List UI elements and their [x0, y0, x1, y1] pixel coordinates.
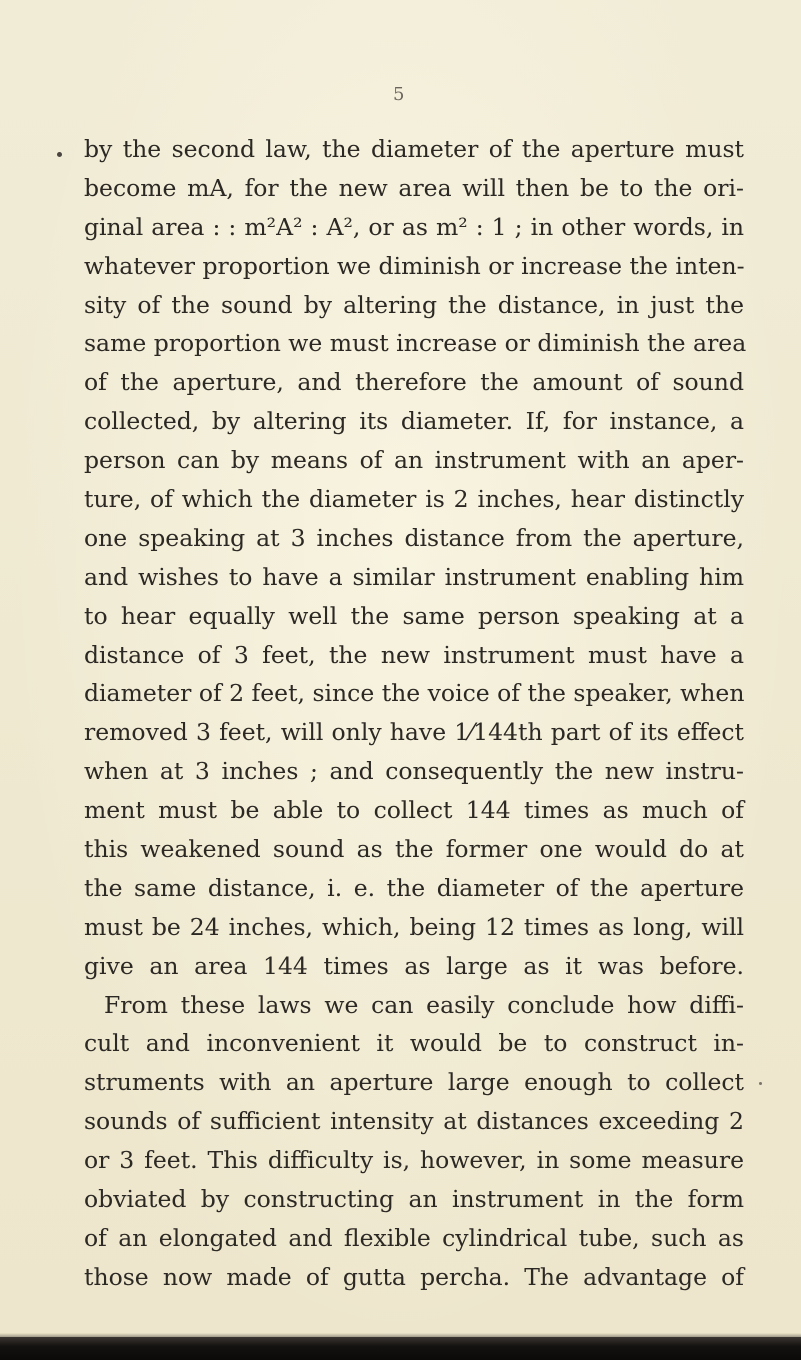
- text-line: by the second law, the diameter of the aperture must: [84, 135, 744, 163]
- text-line: ment must be able to collect 144 times as much of: [84, 796, 744, 825]
- margin-speck: [759, 1082, 762, 1085]
- text-line: whatever proportion we diminish or increase the inten-: [84, 251, 745, 280]
- text-line: of an elongated and flexible cylindrical tube, such as: [84, 1223, 744, 1252]
- text-line: obviated by constructing an instrument in the form: [84, 1185, 744, 1214]
- text-line: ginal area : : m²A² : A², or as m² : 1 ; in other words, in: [84, 212, 744, 241]
- text-line: person can by means of an instrument with an aper-: [84, 446, 744, 475]
- text-line: and wishes to have a similar instrument enabling him: [84, 562, 744, 591]
- page-number: 5: [393, 84, 405, 105]
- text-line: when at 3 inches ; and consequently the new instru-: [84, 757, 744, 786]
- text-line: sity of the sound by altering the distance, in just the: [84, 290, 744, 319]
- text-line: sounds of sufficient intensity at distances exceeding 2: [84, 1107, 744, 1136]
- text-line: same proportion we must increase or diminish the area: [84, 329, 747, 358]
- text-line: diameter of 2 feet, since the voice of the speaker, when: [84, 679, 745, 708]
- text-line: to hear equally well the same person speaking at a: [84, 601, 744, 630]
- text-line: must be 24 inches, which, being 12 times as long, will: [84, 912, 744, 941]
- text-line: or 3 feet. This difficulty is, however, in some measure: [84, 1146, 744, 1175]
- body-text: [84, 130, 747, 1297]
- paragraph-start-line: From these laws we can easily conclude how diffi-: [104, 990, 744, 1019]
- text-line: the same distance, i. e. the diameter of the aperture: [84, 873, 744, 902]
- text-line: of the aperture, and therefore the amount of sound: [84, 368, 744, 397]
- text-line: this weakened sound as the former one would do at: [84, 835, 744, 864]
- margin-mark: [57, 152, 62, 157]
- scan-border: [0, 1337, 801, 1360]
- text-line: become mA, for the new area will then be to the ori-: [84, 173, 744, 202]
- text-line: struments with an aperture large enough to collect: [84, 1068, 744, 1097]
- text-line: distance of 3 feet, the new instrument must have a: [84, 640, 744, 669]
- paragraph-end-line: give an area 144 times as large as it was before.: [84, 951, 744, 980]
- text-line: cult and inconvenient it would be to construct in-: [84, 1029, 744, 1058]
- text-line: ture, of which the diameter is 2 inches, hear distinctly: [84, 485, 744, 514]
- text-line: those now made of gutta percha. The advantage of: [84, 1262, 744, 1291]
- text-line: removed 3 feet, will only have 1⁄144th part of its effect: [84, 718, 744, 747]
- text-line: one speaking at 3 inches distance from the aperture,: [84, 523, 744, 552]
- text-line: collected, by altering its diameter. If, for instance, a: [84, 407, 744, 436]
